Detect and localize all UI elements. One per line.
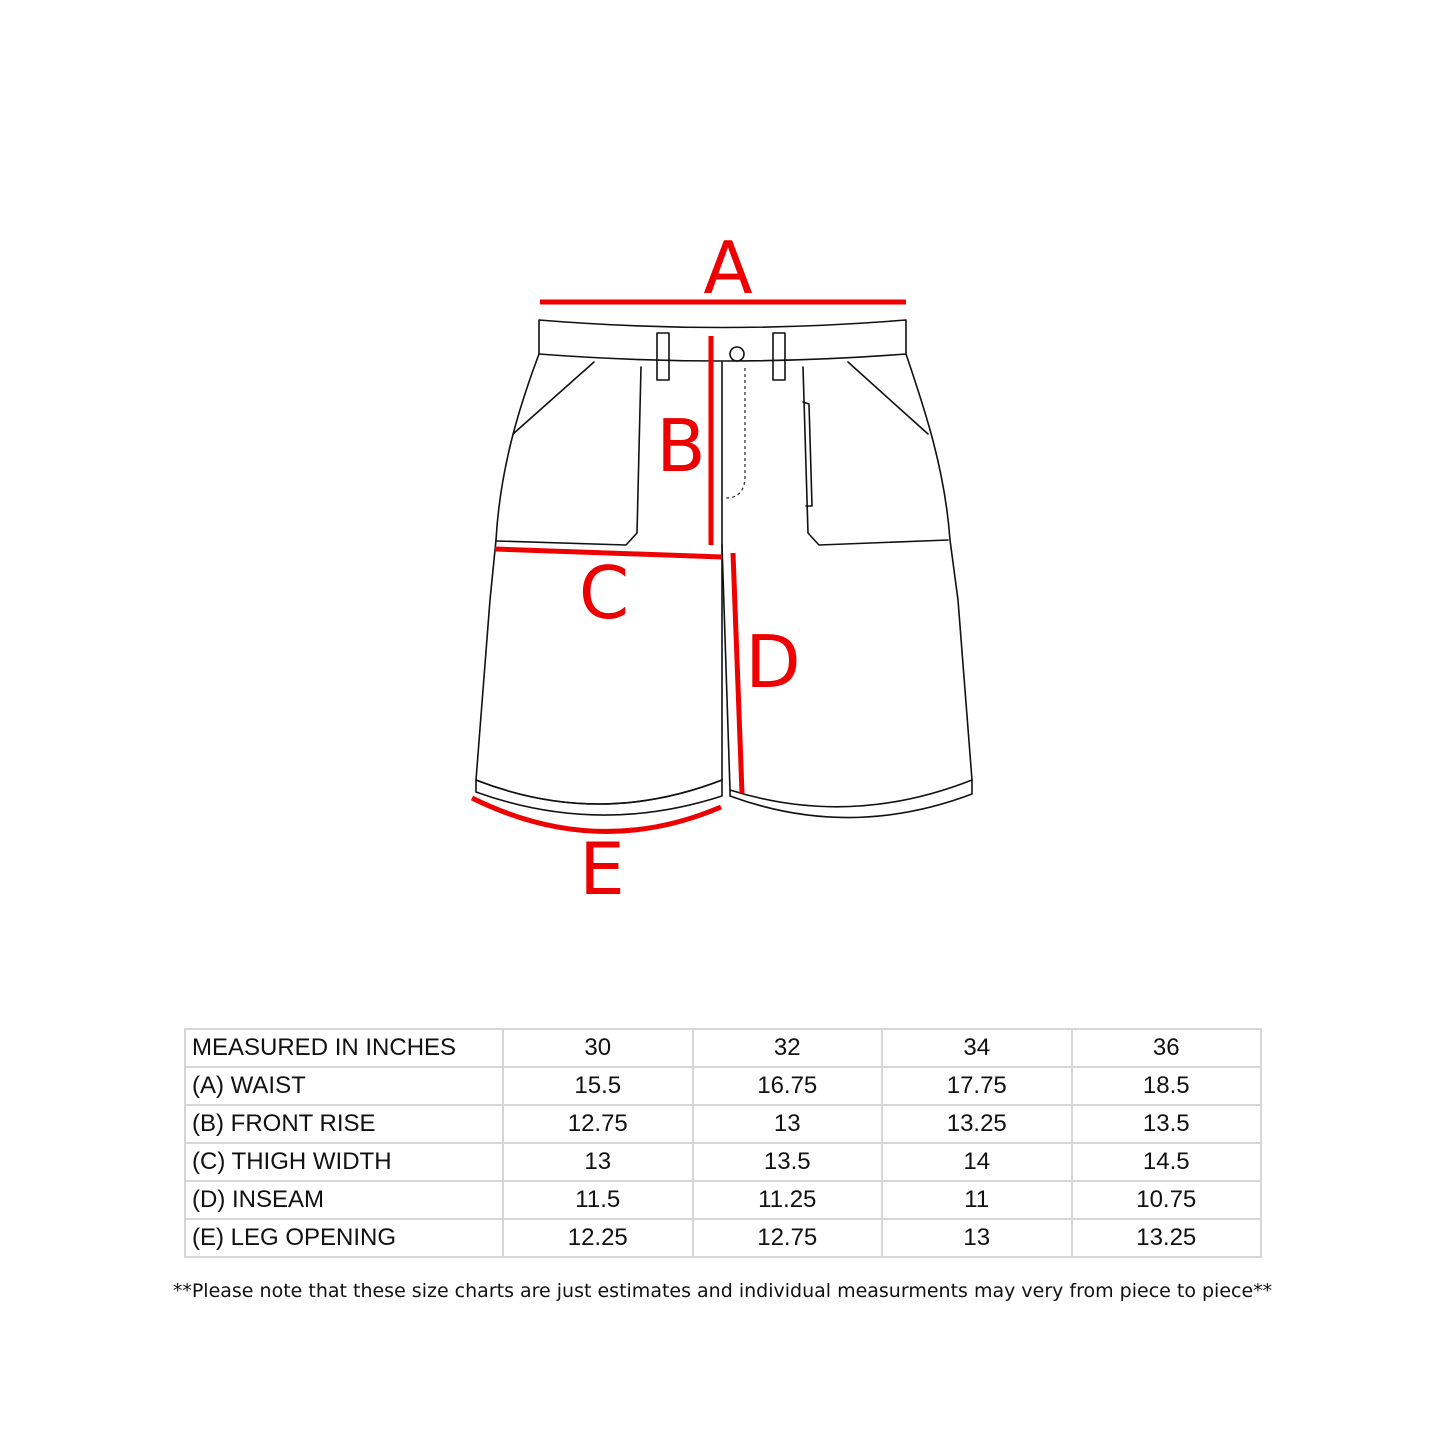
table-row — [185, 1219, 1261, 1257]
table-header-cell: 36 — [1072, 1029, 1262, 1067]
table-row — [185, 1067, 1261, 1105]
left-hem-bottom — [476, 780, 722, 815]
right-patch-pocket — [803, 367, 948, 545]
measure-label-e: E — [579, 827, 625, 911]
measure-line-d — [733, 553, 742, 793]
table-header-cell: 34 — [882, 1029, 1072, 1067]
left-pocket-slant — [513, 362, 594, 434]
table-header-row — [185, 1029, 1261, 1067]
table-row-label: (C) THIGH WIDTH — [185, 1143, 503, 1181]
measure-label-c: C — [578, 551, 630, 635]
table-row — [185, 1143, 1261, 1181]
right-leg-outline — [722, 354, 972, 807]
table-cell: 13 — [503, 1143, 693, 1181]
table-header-cell: MEASURED IN INCHES — [185, 1029, 503, 1067]
table-header-cell: 32 — [693, 1029, 883, 1067]
left-patch-pocket — [497, 367, 641, 545]
measure-label-a: A — [703, 226, 753, 310]
table-cell: 10.75 — [1072, 1181, 1262, 1219]
table-row-label: (A) WAIST — [185, 1067, 503, 1105]
measure-label-b: B — [656, 404, 706, 488]
size-chart-table — [184, 1028, 1262, 1258]
table-cell: 11.5 — [503, 1181, 693, 1219]
waistband — [539, 320, 906, 361]
table-cell: 13.5 — [693, 1143, 883, 1181]
table-cell: 18.5 — [1072, 1067, 1262, 1105]
table-row-label: (E) LEG OPENING — [185, 1219, 503, 1257]
table-cell: 13.25 — [1072, 1219, 1262, 1257]
belt-loop-left — [657, 333, 669, 380]
table-cell: 14 — [882, 1143, 1072, 1181]
table-cell: 13.25 — [882, 1105, 1072, 1143]
table-cell: 11.25 — [693, 1181, 883, 1219]
table-cell: 15.5 — [503, 1067, 693, 1105]
table-row-label: (D) INSEAM — [185, 1181, 503, 1219]
table-cell: 13 — [882, 1219, 1072, 1257]
fly-stitch — [726, 368, 745, 498]
table-row-label: (B) FRONT RISE — [185, 1105, 503, 1143]
disclaimer-note: **Please note that these size charts are just estimates and individual measurments may very from piece to piece** — [172, 1280, 1273, 1302]
left-hem-line — [476, 780, 722, 804]
table-cell: 13 — [693, 1105, 883, 1143]
table-cell: 17.75 — [882, 1067, 1072, 1105]
right-pocket-slant — [848, 362, 928, 434]
shorts-illustration — [476, 320, 972, 818]
table-cell: 12.75 — [503, 1105, 693, 1143]
table-header-cell: 30 — [503, 1029, 693, 1067]
table-cell: 16.75 — [693, 1067, 883, 1105]
waist-button — [730, 347, 744, 361]
table-cell: 14.5 — [1072, 1143, 1262, 1181]
belt-loop-right — [773, 333, 785, 380]
table-cell: 12.25 — [503, 1219, 693, 1257]
table-cell: 12.75 — [693, 1219, 883, 1257]
table-row — [185, 1181, 1261, 1219]
table-row — [185, 1105, 1261, 1143]
table-cell: 13.5 — [1072, 1105, 1262, 1143]
measure-label-d: D — [745, 620, 801, 704]
table-cell: 11 — [882, 1181, 1072, 1219]
